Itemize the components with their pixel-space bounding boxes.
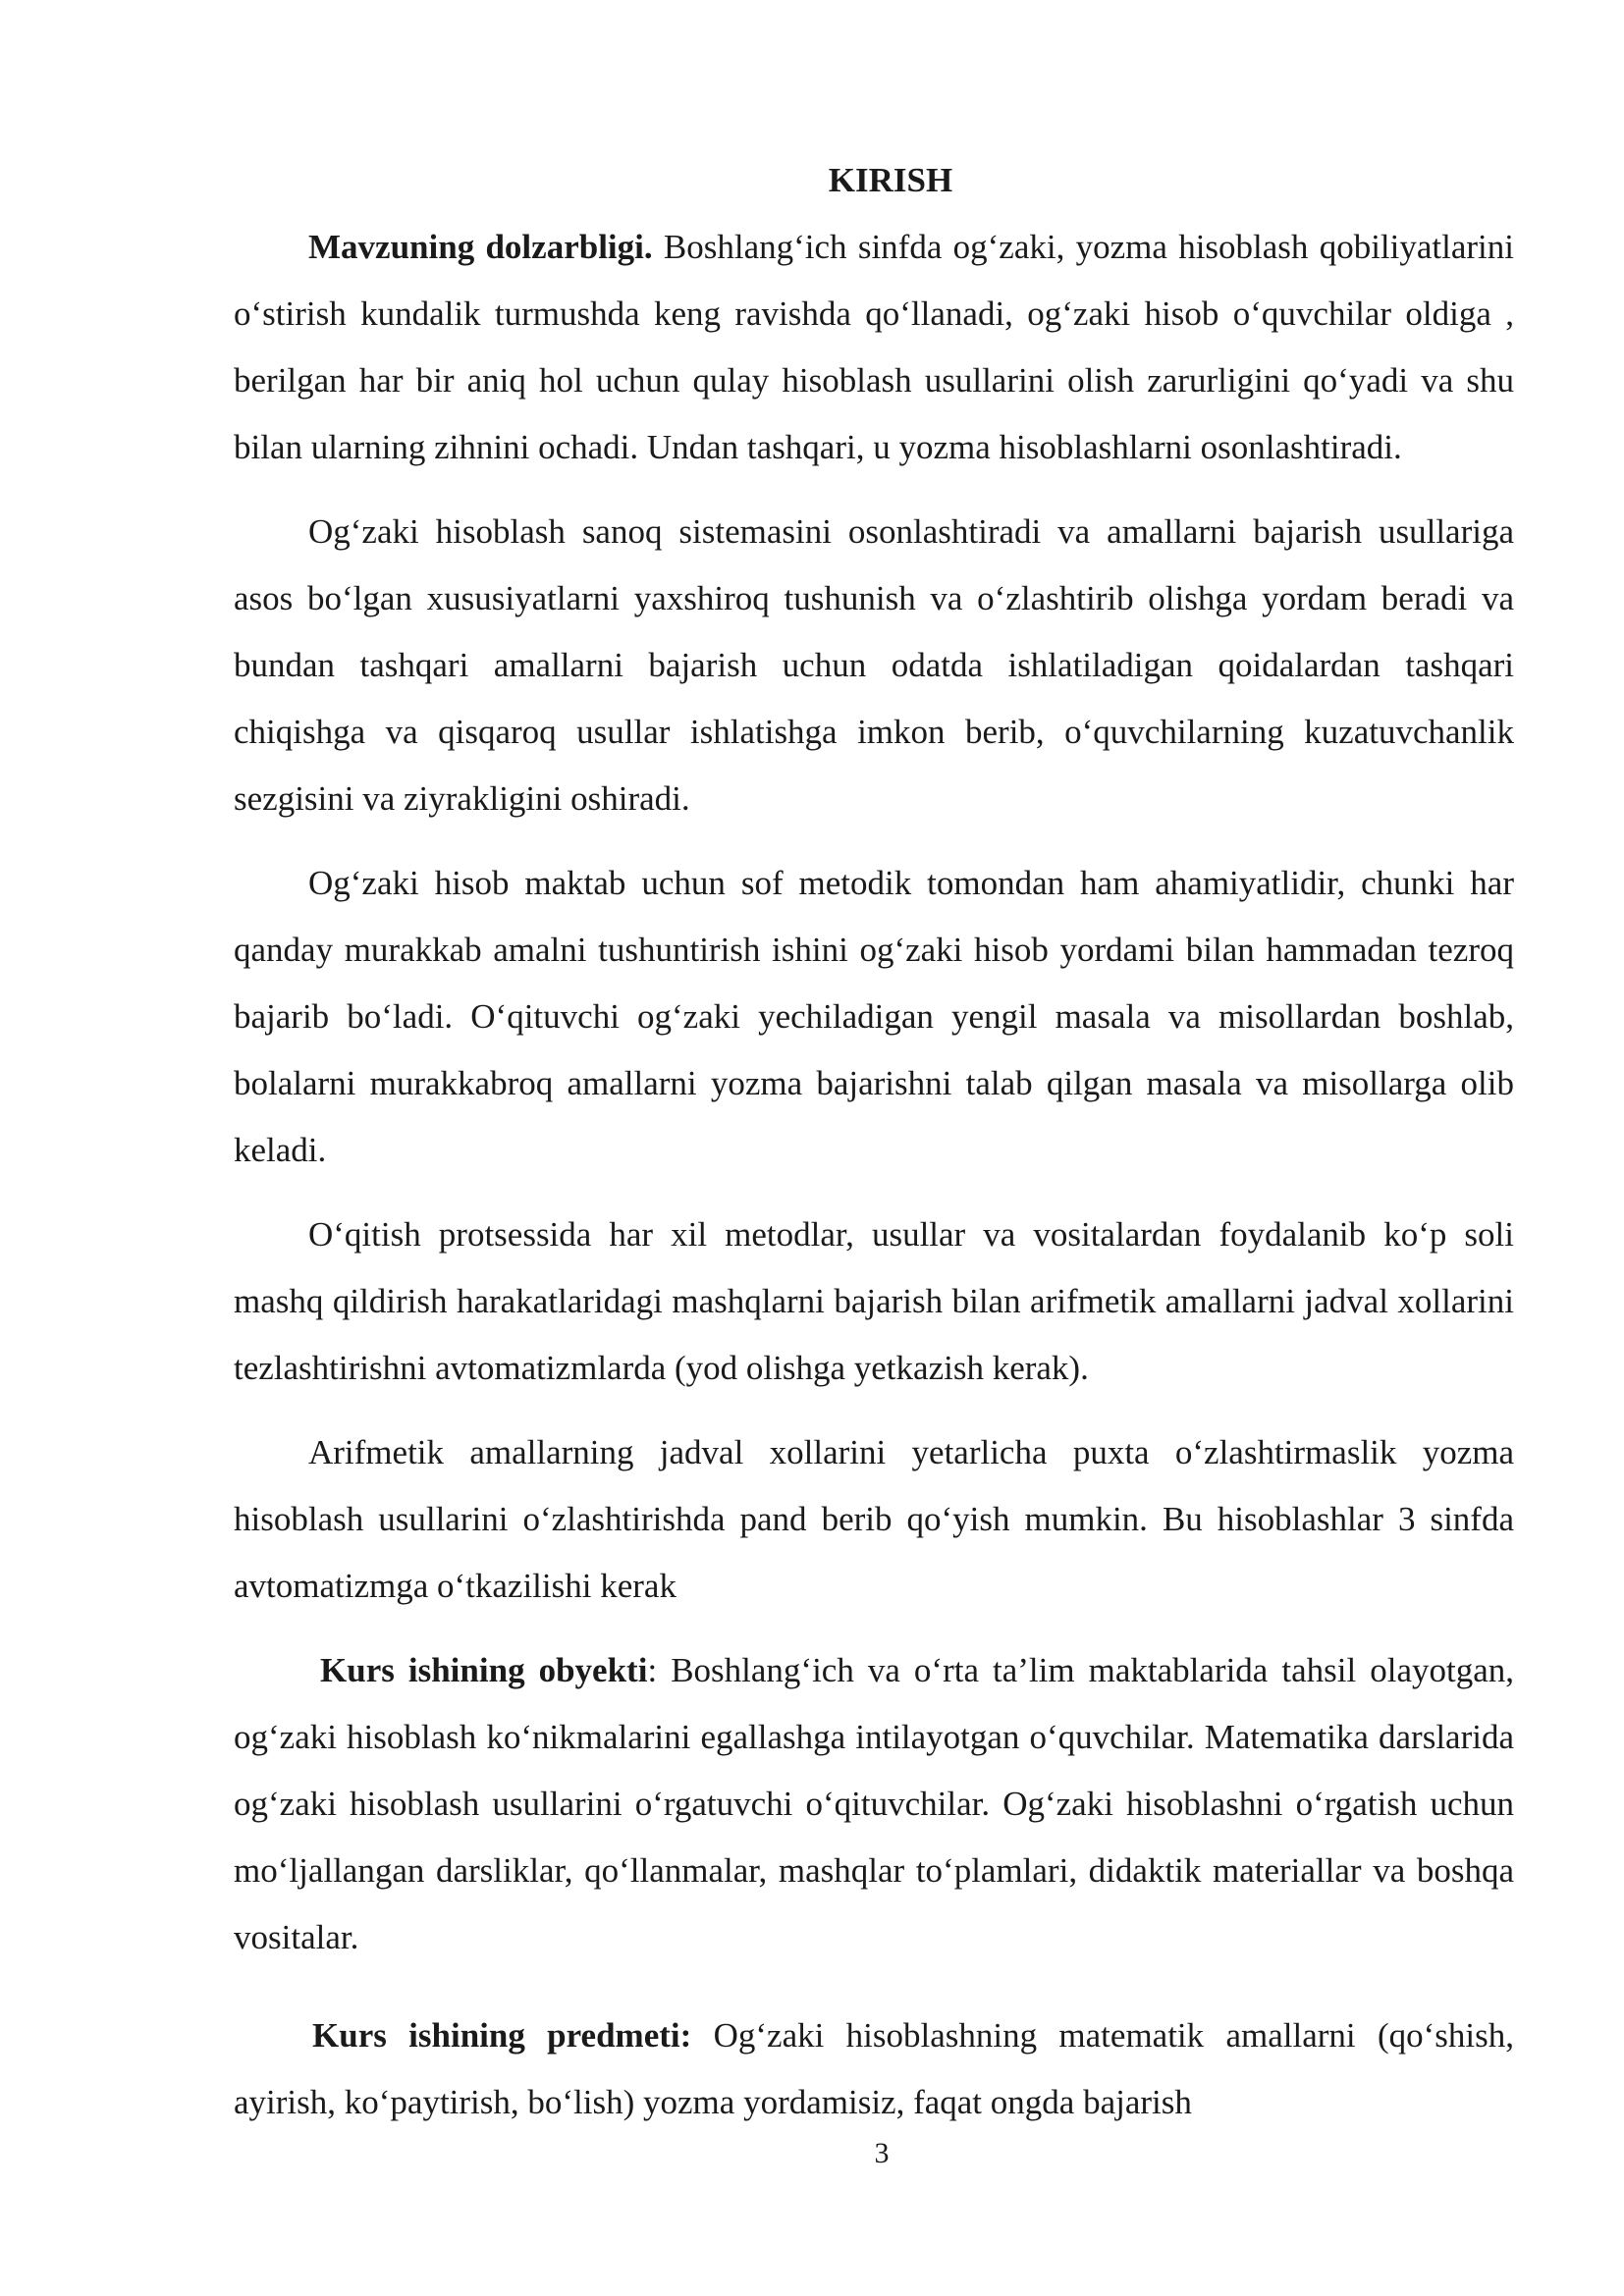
page-number: 3 [874, 2137, 890, 2169]
paragraph-object [234, 1637, 1514, 1971]
paragraph-lead: Kurs ishining predmeti: [312, 2016, 692, 2055]
paragraph-subject [234, 2002, 1514, 2136]
paragraph-relevance [234, 214, 1514, 481]
paragraph-body [234, 1419, 1514, 1620]
paragraph-body [234, 1201, 1514, 1402]
section-heading: KIRISH [828, 161, 953, 199]
paragraph-body [234, 499, 1514, 832]
paragraph-text: Arifmetik amallarning jadval xollarini yetarlicha puxta o‘zlashtirmaslik yozma hisoblash usullarini o‘zlashtirishda pand berib qo‘yish mumkin. Bu hisoblashlar 3 sinfda avtomatizmga o‘tkazilishi kerak [234, 1433, 1514, 1605]
paragraph-text: Og‘zaki hisoblash sanoq sistemasini osonlashtiradi va amallarni bajarish usullariga asos bo‘lgan xususiyatlarni yaxshiroq tushunish va o‘zlashtirib olishga yordam beradi va bundan tashqari amallarni bajarish uchun odatda ishlatiladigan qoidalardan tashqari chiqishga va qisqaroq usullar ishlatishga imkon berib, o‘quvchilarning kuzatuvchanlik sezgisini va ziyrakligini oshiradi. [234, 512, 1514, 818]
paragraph-text: O‘qitish protsessida har xil metodlar, usullar va vositalardan foydalanib ko‘p soli mashq qildirish harakatlaridagi mashqlarni bajarish bilan arifmetik amallarni jadval xollarini tezlashtirishni avtomatizmlarda (yod olishga yetkazish kerak). [234, 1215, 1514, 1387]
paragraph-text: Boshlang‘ich sinfda og‘zaki, yozma hisoblash qobiliyatlarini o‘stirish kundalik turmushda keng ravishda qo‘llanadi, og‘zaki hisob o‘quvchilar oldiga , berilgan har bir aniq hol uchun qulay hisoblash usullarini olish zarurligini qo‘yadi va shu bilan ularning zihnini ochadi. Undan tashqari, u yozma hisoblashlarni osonlashtiradi. [234, 228, 1514, 466]
paragraph-body [234, 850, 1514, 1184]
paragraph-lead: Kurs ishining obyekti [320, 1651, 648, 1689]
document-page [234, 147, 1514, 2136]
paragraph-text: : Boshlang‘ich va o‘rta ta’lim maktablarida tahsil olayotgan, og‘zaki hisoblash ko‘nikmalarini egallashga intilayotgan o‘quvchilar. Matematika darslarida og‘zaki hisoblash usullarini o‘rgatuvchi o‘qituvchilar. Og‘zaki hisoblashni o‘rgatish uchun mo‘ljallangan darsliklar, qo‘llanmalar, mashqlar to‘plamlari, didaktik materiallar va boshqa vositalar. [234, 1651, 1514, 1956]
paragraph-lead: Mavzuning dolzarbligi. [308, 228, 653, 266]
paragraph-text: Og‘zaki hisoblashning matematik amallarni (qo‘shish, ayirish, ko‘paytirish, bo‘lish) yozma yordamisiz, faqat ongda bajarish [234, 2016, 1514, 2121]
paragraph-text: Og‘zaki hisob maktab uchun sof metodik tomondan ham ahamiyatlidir, chunki har qanday murakkab amalni tushuntirish ishini og‘zaki hisob yordami bilan hammadan tezroq bajarib bo‘ladi. O‘qituvchi og‘zaki yechiladigan yengil masala va misollardan boshlab, bolalarni murakkabroq amallarni yozma bajarishni talab qilgan masala va misollarga olib keladi. [234, 864, 1514, 1169]
